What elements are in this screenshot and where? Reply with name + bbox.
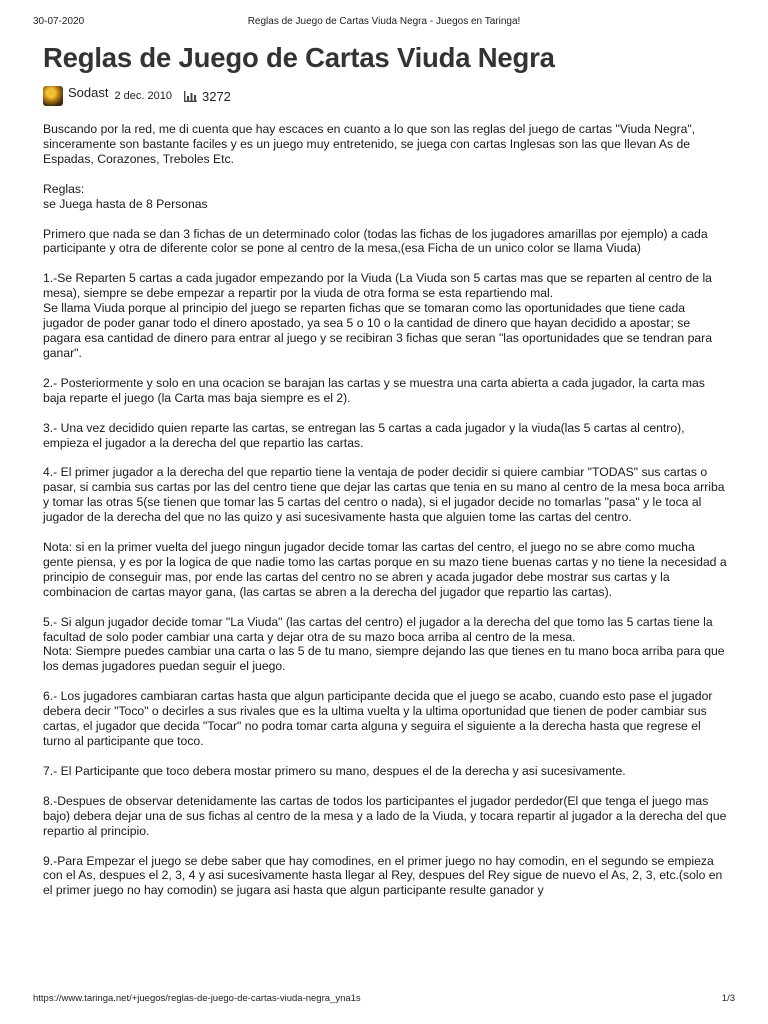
page-url: https://www.taringa.net/+juegos/reglas-de-juego-de-cartas-viuda-negra_yna1s xyxy=(33,993,361,1004)
page-number: 1/3 xyxy=(721,993,735,1004)
paragraph: 7.- El Participante que toco debera mostar primero su mano, despues el de la derecha y asi sucesivamente. xyxy=(43,763,626,778)
paragraph: 4.- El primer jugador a la derecha del que repartio tiene la ventaja de poder decidir si quiere cambiar "TODAS" sus cartas o pasar, si cambia sus cartas por las del centro tiene que dejar las cartas que tenia en su mano al centro de la mesa boca arriba y tomar las otras 5(se tienen que tomar las 5 cartas del centro o nada), si el jugador decide no tomarlas "pasa" y le toca al jugador de la derecha del que no las quizo y asi sucesivamente hasta que alguien tome las cartas del centro. xyxy=(43,465,725,525)
paragraph: 2.- Posteriormente y solo en una ocacion se barajan las cartas y se muestra una carta abierta a cada jugador, la carta mas baja reparte el juego (la Carta mas baja siempre es el 2). xyxy=(43,375,705,405)
paragraph: 1.-Se Reparten 5 cartas a cada jugador empezando por la Viuda (La Viuda son 5 cartas mas que se reparten al centro de la mesa), siempre se debe empezar a repartir por la viuda de otra forma se esta repartiendo mal. Se llama Viuda porque al principio del juego se reparten fichas que se tomaran como las oportunidades que tiene cada jugador de poder ganar todo el dinero apostado, ya sea 5 o 10 o la cantidad de dinero que hayan decidido a apostar; se pagara esa cantidad de dinero para entrar al juego y se recibiran 3 fichas que seran "las oportunidades que se tendran para ganar". xyxy=(43,271,712,360)
print-header xyxy=(33,16,735,30)
paragraph: Buscando por la red, me di cuenta que hay escaces en cuanto a lo que son las reglas del juego de cartas "Viuda Negra", sinceramente son bastante faciles y es un juego muy entretenido, se juega con cartas Inglesas son las que llevan As de Espadas, Corazones, Treboles Etc. xyxy=(43,122,696,166)
paragraph: Nota: si en la primer vuelta del juego ningun jugador decide tomar las cartas del centro, el juego no se abre como mucha gente piensa, y es por la logica de que nadie tomo las cartas porque en su mazo tiene buenas cartas y no tiene la necesidad a principio de conseguir mas, por ende las cartas del centro no se abren y acada jugador debe mostrar sus cartas y la combinacion de cartas mayor gana, (las cartas se abren a la derecha del jugador que repartio las cartas). xyxy=(43,540,727,599)
paragraph: Primero que nada se dan 3 fichas de un determinado color (todas las fichas de los jugadores amarillas por ejemplo) a cada participante y otra de diferente color se pone al centro de la mesa,(esa Ficha de un unico color se llama Viuda) xyxy=(43,226,708,256)
print-date: 30-07-2020 xyxy=(33,16,85,27)
print-page-title: Reglas de Juego de Cartas Viuda Negra - Juegos en Taringa! xyxy=(247,16,521,27)
author-name[interactable]: Sodast xyxy=(68,84,109,100)
bar-chart-icon xyxy=(184,91,197,102)
publish-date: 2 dec. 2010 xyxy=(114,90,172,102)
article-body xyxy=(43,122,727,913)
article-meta xyxy=(43,85,231,107)
paragraph: 8.-Despues de observar detenidamente las cartas de todos los participantes el jugador perdedor(El que tenga el juego mas bajo) debera dejar una de sus fichas al centro de la mesa y a lado de la Viuda, y tocara repartir al jugador a la derecha del que repartio al principio. xyxy=(43,793,727,838)
paragraph: 6.- Los jugadores cambiaran cartas hasta que algun participante decida que el juego se acabo, cuando esto pase el jugador debera decir "Toco" o decirles a sus rivales que es la ultima vuelta y la ultima oportunidad que tienen de poder cambiar sus cartas, el jugador que decida "Tocar" no podra tomar carta alguna y seguira el siguiente a la derecha hasta que regrese el turno al participante que toco. xyxy=(43,689,713,748)
paragraph: 9.-Para Empezar el juego se debe saber que hay comodines, en el primer juego no hay comodin, en el segundo se empieza con el As, despues el 2, 3, 4 y asi sucesivamente hasta llegar al Rey, despues del Rey sigue de nuevo el As, 2, 3, etc.(solo en el primer juego no hay comodin) se jugara asi hasta que algun participante resulte ganador y xyxy=(43,853,723,898)
paragraph: 5.- Si algun jugador decide tomar "La Viuda" (las cartas del centro) el jugador a la derecha del que tomo las 5 cartas tiene la facultad de solo poder cambiar una carta y dejar otra de su mazo boca arriba al centro de la mesa. Nota: Siempre puedes cambiar una carta o las 5 de tu mano, siempre dejando las que tienes en tu mano boca arriba para que los demas jugadores puedan seguir el juego. xyxy=(43,614,725,674)
author-avatar[interactable] xyxy=(43,86,63,106)
paragraph: 3.- Una vez decidido quien reparte las cartas, se entregan las 5 cartas a cada jugador y la viuda(las 5 cartas al centro), empieza el jugador a la derecha del que repartio las cartas. xyxy=(43,420,685,450)
view-count: 3272 xyxy=(201,88,231,104)
article-title: Reglas de Juego de Cartas Viuda Negra xyxy=(43,42,555,73)
paragraph: Reglas: se Juega hasta de 8 Personas xyxy=(43,181,208,211)
